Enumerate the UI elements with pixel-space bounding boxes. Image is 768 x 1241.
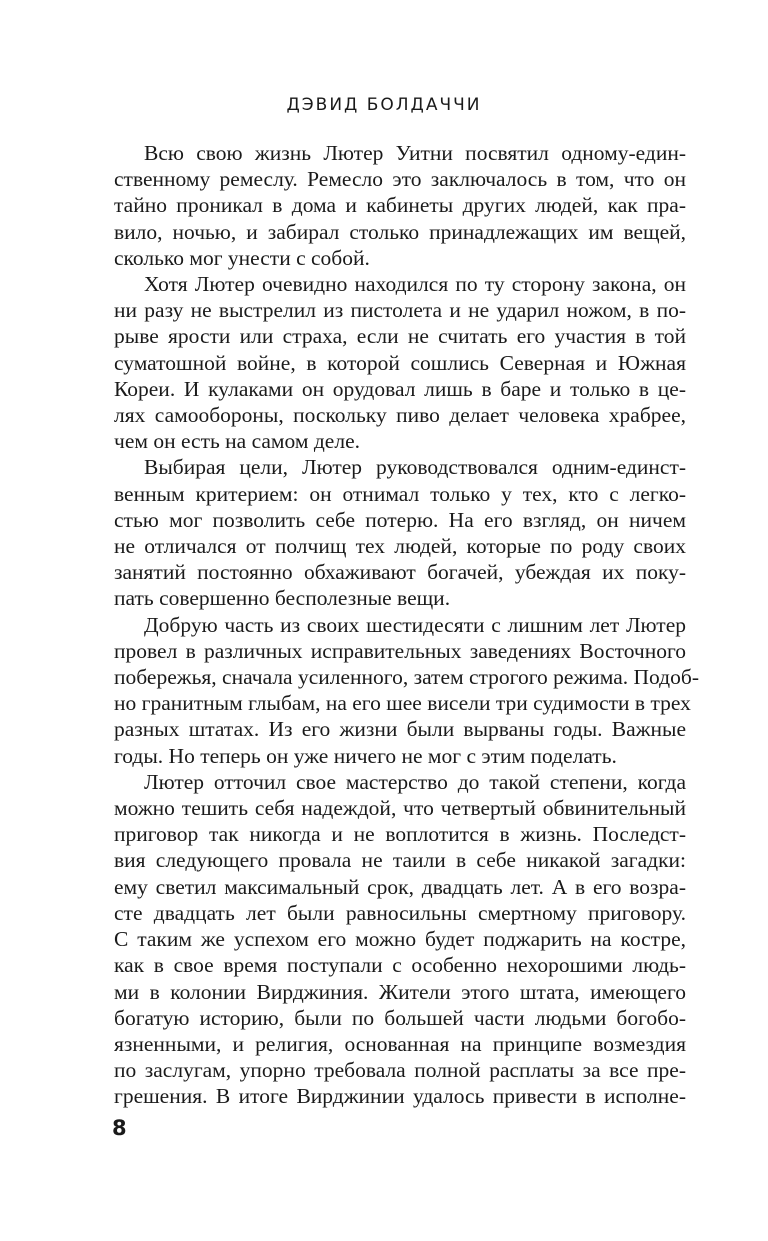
text-line: богатую историю, были по большей части людьми богобо- [114, 1005, 686, 1030]
text-line: Выбирая цели, Лютер руководствовался одним-единст- [144, 455, 686, 480]
text-line: лях самообороны, поскольку пиво делает человека храбрее, [114, 403, 686, 428]
text-line: по заслугам, упорно требовала полной расплаты за все пре- [114, 1058, 686, 1083]
text-line: язненными, и религия, основанная на принципе возмездия [114, 1031, 686, 1056]
text-line: как в свое время поступали с особенно нехорошими людь- [114, 953, 686, 978]
text-line: стью мог позволить себе потерю. На его взгляд, он ничем [114, 507, 686, 532]
text-line: рыве ярости или страха, если не считать его участия в той [114, 324, 686, 349]
text-line: сколько мог унести с собой. [114, 245, 370, 270]
text-line: годы. Но теперь он уже ничего не мог с этим поделать. [114, 743, 617, 768]
text-line: пать совершенно бесполезные вещи. [114, 586, 451, 611]
text-line: С таким же успехом его можно будет поджарить на костре, [114, 927, 686, 952]
text-line: грешения. В итоге Вирджинии удалось привести в исполне- [114, 1084, 686, 1109]
running-head: ДЭВИД БОЛДАЧЧИ [286, 95, 482, 115]
paragraph-2 [114, 271, 686, 454]
text-line: Всю свою жизнь Лютер Уитни посвятил одному-един- [144, 141, 686, 165]
paragraph-5 [114, 769, 686, 1110]
text-line: можно тешить себя надеждой, что четвертый обвинительный [114, 796, 686, 821]
text-line: сте двадцать лет были равносильны смертному приговору. [114, 900, 686, 925]
paragraph-1 [114, 140, 686, 271]
text-line: Лютер отточил свое мастерство до такой степени, когда [144, 769, 686, 794]
text-line: Кореи. И кулаками он орудовал лишь в баре и только в це- [114, 376, 686, 401]
text-line: побережья, сначала усиленного, затем строгого режима. Подоб- [114, 665, 699, 690]
text-line: венным критерием: он отнимал только у тех, кто с легко- [114, 481, 686, 506]
text-line: занятий постоянно обхаживают богачей, убеждая их поку- [114, 560, 686, 585]
text-line: разных штатах. Из его жизни были вырваны годы. Важные [114, 717, 686, 742]
text-line: вило, ночью, и забирал столько принадлежащих им вещей, [114, 219, 686, 244]
body-text [114, 140, 699, 1110]
text-line: суматошной войне, в которой сошлись Северная и Южная [114, 350, 686, 375]
text-line: чем он есть на самом деле. [114, 429, 360, 454]
text-line: вия следующего провала не таили в себе никакой загадки: [114, 848, 686, 873]
text-line: приговор так никогда и не воплотится в жизнь. Последст- [114, 822, 686, 847]
text-line: не отличался от полчищ тех людей, которые по роду своих [114, 534, 686, 559]
text-line: но гранитным глыбам, на его шее висели три судимости в трех [114, 691, 691, 716]
text-line: провел в различных исправительных заведениях Восточного [114, 638, 686, 663]
text-line: ему светил максимальный срок, двадцать лет. А в его возра- [114, 874, 686, 899]
text-line: тайно проникал в дома и кабинеты других людей, как пра- [114, 193, 686, 218]
page-number: 8 [112, 1116, 127, 1140]
text-line: ни разу не выстрелил из пистолета и не ударил ножом, в по- [114, 298, 686, 323]
paragraph-3 [114, 454, 686, 611]
text-line: Добрую часть из своих шестидесяти с лишним лет Лютер [144, 612, 686, 637]
text-line: ственному ремеслу. Ремесло это заключалось в том, что он [114, 167, 686, 192]
text-line: Хотя Лютер очевидно находился по ту сторону закона, он [144, 272, 686, 297]
text-line: ми в колонии Вирджиния. Жители этого штата, имеющего [114, 979, 686, 1004]
paragraph-4 [114, 612, 699, 769]
